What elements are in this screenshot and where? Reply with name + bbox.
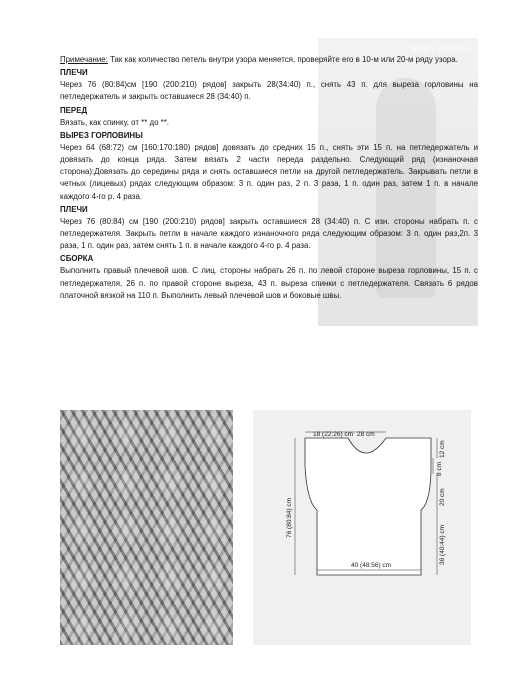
note-paragraph <box>60 54 478 66</box>
section-text-shoulders-back: Через 76 (80:84)см [190 (200:210) рядов] закрыть 28(34:40) п., снять 43 п. для выреза горловины на петледержатель и закрыть оставшиеся 28 (34:40) п. <box>60 80 478 102</box>
neck-depth-label: 12 cm <box>439 440 446 458</box>
total-length-label: 76 (80:84) cm <box>286 497 293 538</box>
section-heading-front: ПЕРЕД <box>60 105 88 115</box>
garment-outline <box>305 438 431 575</box>
section-heading-shoulders-back: ПЛЕЧИ <box>60 68 88 78</box>
instructions-text <box>60 54 478 302</box>
section-heading-neckline: ВЫРЕЗ ГОРЛОВИНЫ <box>60 130 143 140</box>
section-text-front: Вязать, как спинку, от ** до **. <box>60 117 169 127</box>
sleeve-label: 20 cm <box>439 488 446 506</box>
section-heading-assembly: СБОРКА <box>60 254 94 264</box>
shoulder-label: 18 (22:26) cm <box>313 431 354 438</box>
note-text: Так как количество петель внутри узора меняется, проверяйте его в 10-м или 20-м ряду узора. <box>110 55 458 64</box>
section-text-shoulders-front: Через 76 (80:84) см [190 (200:210) рядов] закрыть оставшиеся 28 (34:40) п. С изн. стороны набрать п. с петледержателя. Закрыть петли в начале каждого изнаночного ряда следующим образом: 3 п. один раз,2п. 3 раза, 1 п. один раз, затем снять 1 п. в начале каждого 4-го р. 4 раза. <box>60 216 478 251</box>
brand-watermark: Bergère de France <box>410 44 470 53</box>
section-heading-shoulders-front: ПЛЕЧИ <box>60 204 88 214</box>
armhole-label: 8 cm <box>436 461 443 476</box>
note-label: Примечание: <box>60 55 108 64</box>
section-text-assembly: Выполнить правый плечевой шов. С лиц. стороны набрать 26 п. по левой стороне выреза горловины, 15 п. с петледержателя, 26 п. по правой стороне выреза, 43 п. выреза спинки с петледержателя. Связать 6 рядов платочной вязкой на 110 п. Выполнить левый плечевой шов и боковые швы. <box>60 266 478 300</box>
knit-pattern-swatch <box>60 410 233 645</box>
neck-label: 28 cm <box>357 431 375 438</box>
schematic-svg <box>253 410 471 645</box>
schematic-diagram <box>253 410 471 645</box>
side-label: 36 (40:44) cm <box>439 524 446 565</box>
width-label: 40 (48:56) cm <box>351 562 392 569</box>
section-text-neckline: Через 64 (68:72) см [160:170:180) рядов] довязать до средних 15 п., снять эти 15 п. на петледержатель и довязать до конца ряда. Затем вязать 2 части переда раздельно. Следующий ряд (изнаночная сторона):Довязать до середины ряда и снять оставшиеся петли на другой петледержатель. Закрывать петли в четных (лицевых) рядах следующим образом: 3 п. один раз, 2 п. 3 раза, 1 п. один раз, затем 1 п. в начале каждого 4-го р. 4 раза. <box>60 142 478 201</box>
